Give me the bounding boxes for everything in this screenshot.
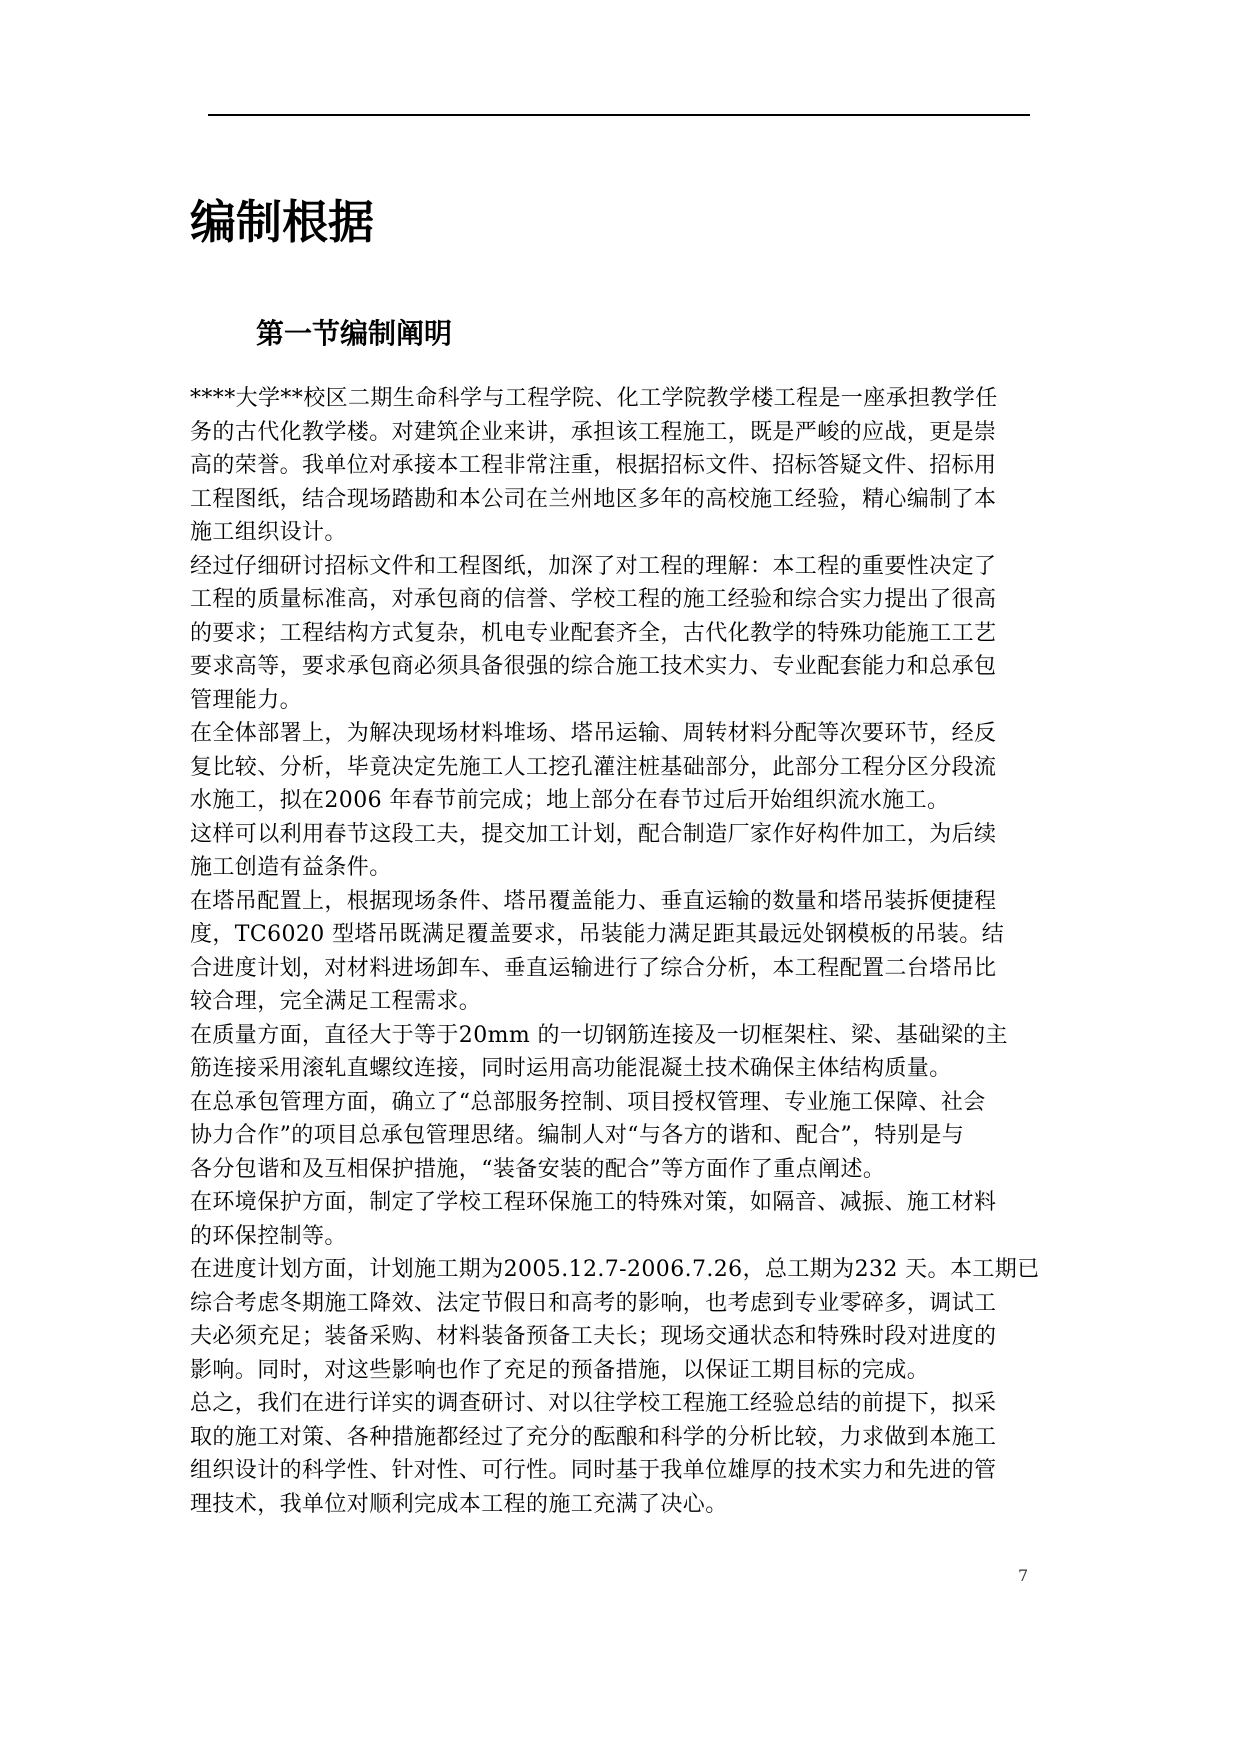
text-line: 协力合作”的项目总承包管理思绪。编制人对“与各方的谐和、配合”，特别是与: [190, 1123, 965, 1148]
text-line: 各分包谐和及互相保护措施，“装备安装的配合”等方面作了重点阐述。: [190, 1156, 886, 1182]
text-line: 组织设计的科学性、针对性、可行性。同时基于我单位雄厚的技术实力和先进的管: [190, 1458, 997, 1483]
chapter-title: 编制根据: [190, 195, 374, 249]
text-line: 的环保控制等。: [190, 1223, 347, 1249]
text-line: 施工创造有益条件。: [190, 855, 392, 880]
text-line: 水施工，拟在2006 年春节前完成；地上部分在春节过后开始组织流水施工。: [190, 788, 950, 813]
text-line: 影响。同时，对这些影响也作了充足的预备措施，以保证工期目标的完成。: [190, 1357, 930, 1383]
text-line: 筋连接采用滚轧直螺纹连接，同时运用高功能混凝土技术确保主体结构质量。: [190, 1056, 952, 1081]
text-line: 在环境保护方面，制定了学校工程环保施工的特殊对策，如隔音、减振、施工材料: [190, 1190, 997, 1215]
text-line: 工程图纸，结合现场踏勘和本公司在兰州地区多年的高校施工经验，精心编制了本: [190, 486, 997, 512]
text-line: 在塔吊配置上，根据现场条件、塔吊覆盖能力、垂直运输的数量和塔吊装拆便捷程: [190, 888, 997, 914]
text-line: 合进度计划，对材料进场卸车、垂直运输进行了综合分析，本工程配置二台塔吊比: [190, 955, 997, 981]
text-line: 在质量方面，直径大于等于20mm 的一切钢筋连接及一切框架柱、梁、基础梁的主: [190, 1022, 1008, 1048]
header-rule: [208, 114, 1030, 116]
text-line: 夫必须充足；装备采购、材料装备预备工夫长；现场交通状态和特殊时段对进度的: [190, 1324, 997, 1349]
body-text: [190, 382, 1090, 1521]
text-line: 复比较、分析，毕竟决定先施工人工挖孔灌注桩基础部分，此部分工程分区分段流: [190, 754, 997, 780]
section-title: 第一节编制阐明: [256, 317, 453, 350]
text-line: 这样可以利用春节这段工夫，提交加工计划，配合制造厂家作好构件加工，为后续: [190, 821, 997, 847]
text-line: 工程的质量标准高，对承包商的信誉、学校工程的施工经验和综合实力提出了很高: [190, 587, 997, 612]
text-line: 在进度计划方面，计划施工期为2005.12.7-2006.7.26，总工期为232 天。本工期已: [190, 1257, 1040, 1282]
text-line: 取的施工对策、各种措施都经过了充分的酝酿和科学的分析比较，力求做到本施工: [190, 1424, 997, 1450]
text-line: 管理能力。: [190, 687, 303, 713]
text-line: 在总承包管理方面，确立了“总部服务控制、项目授权管理、专业施工保障、社会: [190, 1089, 986, 1115]
text-line: 较合理，完全满足工程需求。: [190, 989, 482, 1014]
text-line: 务的古代化教学楼。对建筑企业来讲，承担该工程施工，既是严峻的应战，更是崇: [190, 419, 997, 445]
text-line: 理技术，我单位对顺利完成本工程的施工充满了决心。: [190, 1491, 728, 1517]
text-line: 总之，我们在进行详实的调查研讨、对以往学校工程施工经验总结的前提下，拟采: [190, 1391, 997, 1416]
text-line: 高的荣誉。我单位对承接本工程非常注重，根据招标文件、招标答疑文件、招标用: [190, 453, 997, 478]
text-line: 施工组织设计。: [190, 520, 347, 545]
text-line: ****大学**校区二期生命科学与工程学院、化工学院教学楼工程是一座承担教学任: [190, 386, 998, 411]
text-line: 的要求；工程结构方式复杂，机电专业配套齐全，古代化教学的特殊功能施工工艺: [190, 620, 997, 646]
page-number: 7: [1018, 1566, 1029, 1585]
text-line: 在全体部署上，为解决现场材料堆场、塔吊运输、周转材料分配等次要环节，经反: [190, 721, 997, 746]
text-line: 要求高等，要求承包商必须具备很强的综合施工技术实力、专业配套能力和总承包: [190, 654, 997, 679]
text-line: 度，TC6020 型塔吊既满足覆盖要求，吊装能力满足距其最远处钢模板的吊装。结: [190, 922, 1005, 947]
text-line: 综合考虑冬期施工降效、法定节假日和高考的影响，也考虑到专业零碎多，调试工: [190, 1290, 997, 1316]
text-line: 经过仔细研讨招标文件和工程图纸，加深了对工程的理解：本工程的重要性决定了: [190, 553, 997, 579]
